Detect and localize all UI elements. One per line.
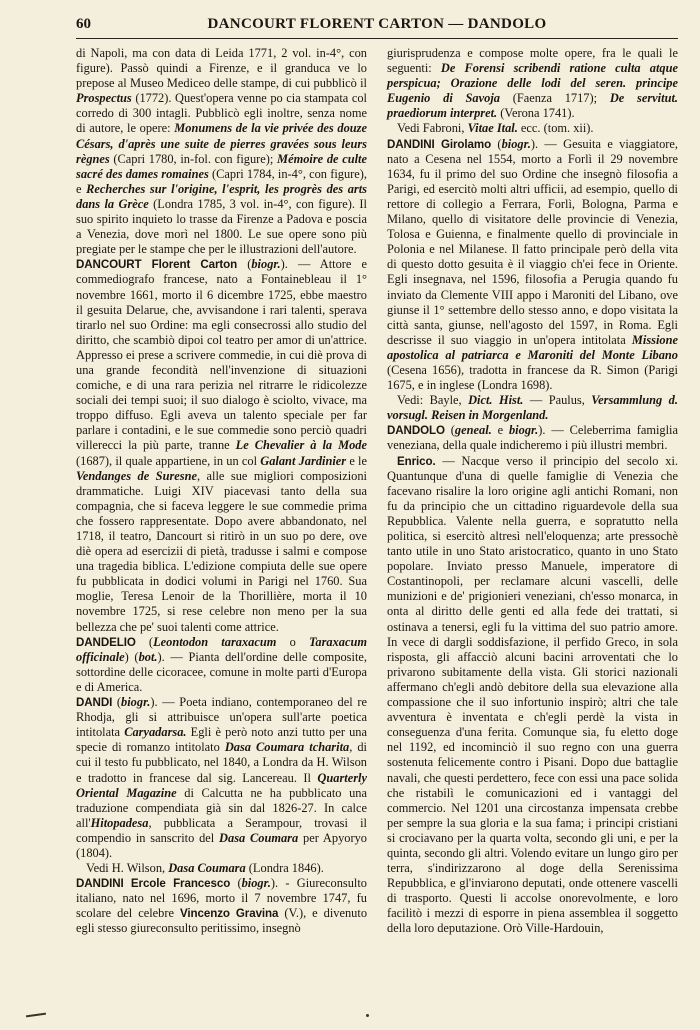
- italic-title: biogr.: [508, 423, 539, 438]
- text-run: , alle sue migliori composizioni drammatiche. Luigi XIV piacevasi tanto della sua compagnia, che si faceva leggere le sue commedie prima che fossero rappresentate. Dopo avere abbandonato, nel 1718, il teatro, Dancourt si ritirò in un suo po dere, ove diè opera ad esercizii di pietà, tradusse i salmi e compose una tragedia biblica. L'edizione compiuta delle sue opere fu pubblicata in dodici volumi in Parigi nel 1760. Sua moglie, Teresa Lenoir de la Thorillière, morta il 10 novembre 1725, si rese celebre non meno per la sua bellezza che pe' suoi talenti come attrice.: [76, 468, 367, 634]
- text-run: — Paulus,: [523, 393, 592, 408]
- italic-title: Monumens de la vie privée des douze Césars, d'après une suite de pierres gravées sous leurs règnes: [76, 121, 367, 166]
- text-run: Vedi Fabroni,: [397, 121, 468, 136]
- text-run: Vedi: Bayle,: [397, 393, 469, 408]
- italic-title: Dasa Coumara: [168, 861, 246, 876]
- entry-heading: DANDI: [76, 696, 113, 710]
- text-run: (Faenza 1717);: [499, 91, 610, 106]
- text-columns: [76, 46, 678, 937]
- text-run: ). — Poeta indiano, contemporaneo del re Rhodja, gli si attribuisce un'opera sull'arte poetica intitolata: [76, 695, 367, 740]
- text-run: (Capri 1780, in-fol. con figure);: [109, 151, 278, 166]
- italic-title: biogr.: [241, 876, 271, 891]
- paragraph: [76, 861, 367, 876]
- italic-title: Caryadarsa.: [124, 725, 187, 740]
- text-run: (V.), e divenuto egli stesso giureconsulto peritissimo, insegnò: [76, 906, 368, 936]
- paragraph: [387, 393, 678, 423]
- italic-title: Vitae Ital.: [467, 121, 518, 136]
- paragraph: [387, 423, 678, 453]
- italic-title: Hitopadesa: [90, 815, 149, 830]
- italic-title: Taraxacum officinale: [76, 634, 367, 664]
- entry-heading: DANDINI Girolamo: [387, 137, 492, 151]
- text-run: (Londra 1846).: [245, 861, 324, 876]
- text-run: (Capri 1784, in-4°, con figure), e: [76, 166, 367, 196]
- text-run: Egli è però noto anzi tutto per una specie di romanzo intitolato: [76, 725, 367, 755]
- entry-heading: DANDELIO: [76, 635, 136, 649]
- italic-title: biogr.: [501, 136, 531, 151]
- italic-title: Le Chevalier à la Mode: [235, 438, 367, 453]
- text-run: (: [237, 257, 252, 272]
- paragraph: [76, 635, 367, 695]
- text-run: (: [135, 634, 154, 649]
- text-run: giurisprudenza e compose molte opere, fra le quali le seguenti:: [387, 46, 678, 76]
- margin-mark: [26, 1013, 46, 1018]
- page-header: [76, 12, 678, 39]
- italic-title: Recherches sur l'origine, l'esprit, les progrès des arts dans la Grèce: [76, 181, 367, 211]
- paragraph: [76, 257, 367, 634]
- italic-title: Dict. Hist.: [468, 393, 524, 408]
- entry-heading: Enrico.: [397, 454, 436, 468]
- text-run: ). — Celeberrima famiglia veneziana, della quale indicheremo i più illustri membri.: [387, 423, 678, 453]
- italic-title: bot.: [138, 649, 158, 664]
- entry-heading: Vincenzo Gravina: [179, 907, 279, 921]
- right-column: [387, 46, 678, 937]
- left-column: [76, 46, 367, 937]
- italic-title: Versammlung d. vorsugl. Reisen in Morgenland.: [387, 393, 678, 423]
- text-run: ) (: [124, 649, 139, 664]
- text-run: ). — Attore e commediografo francese, nato a Fontainebleau il 1° novembre 1661, morto il 6 dicembre 1725, ebbe maestro il gesuita Delarue, che, avvisandone i rari talenti, sperava tirarlo nel suo Ordine: ma egli consecrossi allo studio del diritto, che scambiò dipoi col teatro per amor di un'attrice. Appresso ei prese a scrivere commedie, in cui diè prova di una grande fecondità nell'invenzione di situazioni comiche, e di una rara perizia nel ritrarre le ridicolezze sociali dei tempi suoi; il suo dialogo è sciolto, vivace, ma troppo diffuso. Egli aveva un talento speciale per far parlare i contadini, e le sue commedie sono perciò quadri villerecci la più parte, tranne: [76, 257, 367, 453]
- text-run: o: [276, 634, 309, 649]
- entry-heading: DANDOLO: [387, 424, 445, 438]
- text-run: (Verona 1741).: [497, 106, 575, 121]
- text-run: — Nacque verso il principio del secolo xi. Quantunque d'una di quelle famiglie di Venezia che facevano risalire la loro origine agli antichi Romani, non fu da principio che un cittadino riguardevole della sua Repubblica. Valente nella guerra, e sopratutto nella politica, si esercitò altresì nell'eloquenza; arte pressochè tanto utile in uno Stato aristocratico, quanto in uno Stato popolare. Inviato presso Manuele, imperatore di Costantinopoli, per reclamare alcuni vascelli, delle munizioni e de' prigionieri veneziani, ch'esso monarca, in onta al diritto delle genti ed alla fede dei trattati, si ostinava a tenersi, egli fu la vittima del suo patrio amore. In vece di dargli soddisfazione, il perfido Greco, in sola risposta, gli affacciò alcuni bacini arroventati che lo privarono subitamente della vista. Gli storici nazionali affermano ch'egli andò debitore della sua elevazione alla compassione che il suo infortunio inspirò; altri che tale avventura è inventata e ch'egli perdè la vista in conseguenza d'una ferita. Comunque sia, fu eletto doge nel 1192, ed incominciò il suo regno con una guerra sostenuta felicemente contro i Pisani. Dopo due battaglie navali, che questi perdettero, fece con essi una pace solida che ristabilì le comunicazioni ed i vantaggi del commercio. Nel 1201 una circostanza impensata crebbe per sempre la sua gloria e la sua fama; i principi cristiani si crociavano per la quarta volta, secondo gli uni, e per la quinta, secondo gli altri. Volendo evitare un lungo giro per terra, s'indirizzarono al doge della Serenissima Repubblica, e gl'inviarono deputati, onde ottenere vascelli di trasporto. Questi li accolse onorevolmente, e loro facilitò i mezzi di esporre in piena assemblea il soggetto della loro deputazione. Orò Ville-Hardouin,: [387, 453, 678, 936]
- italic-title: geneal.: [454, 423, 492, 438]
- italic-title: Dasa Coumara: [219, 830, 299, 845]
- text-run: e: [491, 423, 509, 438]
- text-run: di Napoli, ma con data di Leida 1771, 2 vol. in-4°, con figure). Passò quindi a Firenze, e il granduca ve lo prepose al Museo Mediceo delle stampe, di cui pubblicò il: [76, 46, 367, 91]
- text-run: (1772). Quest'opera venne po cia stampata col corredo di 300 intagli. Pubblicò egli inoltre, senza nome di autore, le opere:: [76, 91, 367, 136]
- text-run: Vedi H. Wilson,: [86, 861, 169, 876]
- running-head: DANCOURT FLORENT CARTON — DANDOLO: [207, 16, 547, 32]
- italic-title: De servitut. praediorum interpret.: [387, 91, 678, 121]
- italic-title: Quarterly Oriental Magazine: [76, 770, 367, 800]
- italic-title: Missione apostolica al patriarca e Maroniti del Monte Libano: [387, 332, 678, 362]
- text-run: ). — Gesuita e viaggiatore, nato a Cesena nel 1554, morto a Forlì il 29 novembre 1634, fu il primo del suo Ordine che insegnò filosofia a Parigi, ed esercitò molti altri ufficii, ad esempio, quello di rettore di collegio a Ferrara, Forlì, Bologna, Parma e Milano, quello di visitatore delle provincie di Venezia, Tolosa e Guienna, e finalmente quello di provinciale in Polonia e nel Milanese. Il fatto principale però della vita di questo dotto gesuita è il viaggio ch'ei fece in Oriente. Egli insegnava, nel 1596, filosofia a Perugia quando fu inviato da Clemente VIII appo i Maroniti del Libano, ove giunse il 1° settembre dello stesso anno, e dopo visitata la città santa, giunse, nell'agosto del 1597, in Roma. Egli descrisse il suo viaggio in un'opera intitolata: [387, 136, 679, 347]
- text-run: (: [491, 136, 502, 151]
- italic-title: biogr.: [251, 257, 281, 272]
- italic-title: De Forensi scribendi ratione culta atque perspicua; Orazione delle lodi del seren. principe Eugenio di Savoja: [387, 61, 678, 106]
- paragraph: [76, 876, 367, 936]
- text-run: di Calcutta ne ha pubblicato una traduzione compendiata già sin dal 1826-27. In calce all': [76, 785, 367, 830]
- italic-title: Prospectus: [76, 91, 132, 106]
- text-run: (1687), il quale appartiene, in un col: [76, 453, 261, 468]
- page-number: 60: [76, 16, 91, 32]
- text-run: (Cesena 1656), tradotta in francese da R. Simon (Parigi 1675, e in inglese (Londra 1698).: [387, 362, 678, 393]
- italic-title: Vendanges de Suresne: [76, 468, 197, 483]
- text-run: (: [112, 695, 122, 710]
- text-run: , di cui il testo fu pubblicato, nel 1840, a Londra da H. Wilson e tradotto in francese dal sig. Lancereau. Il: [76, 740, 367, 785]
- paragraph: [387, 137, 678, 394]
- text-run: ). - Giureconsulto italiano, nato nel 1696, morto il 7 novembre 1747, fu scolare del celebre: [76, 876, 367, 921]
- text-run: (: [444, 423, 455, 438]
- paragraph: [387, 121, 678, 136]
- text-run: (: [230, 876, 242, 891]
- italic-title: Galant Jardinier: [260, 453, 347, 468]
- italic-title: Dasa Coumara tcharita: [224, 740, 350, 755]
- paragraph: [76, 695, 367, 861]
- text-run: ecc. (tom. xii).: [517, 121, 594, 136]
- italic-title: Mémoire de culte sacré des dames romaines: [76, 151, 367, 181]
- paragraph: [76, 46, 367, 257]
- text-run: (Londra 1785, 3 vol. in-4°, con figure). Il suo spirito inquieto lo trasse da Firenze a Padova e poscia a Venezia, dove morì nel 1800. Le sue opere sono più pregiate per le stampe che per le illustrazioni dell'autore.: [76, 196, 367, 257]
- ink-dot: [366, 1014, 369, 1017]
- text-run: per Apyoryo (1804).: [76, 830, 367, 860]
- entry-heading: DANDINI Ercole Francesco: [76, 877, 231, 891]
- paragraph: [387, 454, 678, 937]
- text-run: e le: [346, 453, 367, 468]
- entry-heading: DANCOURT Florent Carton: [76, 258, 238, 272]
- paragraph: [387, 46, 678, 121]
- text-run: , pubblicata a Serampour, trovasi il compendio in sanscrito del: [76, 815, 367, 845]
- italic-title: Leontodon taraxacum: [153, 634, 277, 649]
- italic-title: biogr.: [121, 695, 151, 710]
- text-run: ). — Pianta dell'ordine delle composite, sottordine delle cicoracee, comune in molte parti d'Europa e di America.: [76, 649, 367, 694]
